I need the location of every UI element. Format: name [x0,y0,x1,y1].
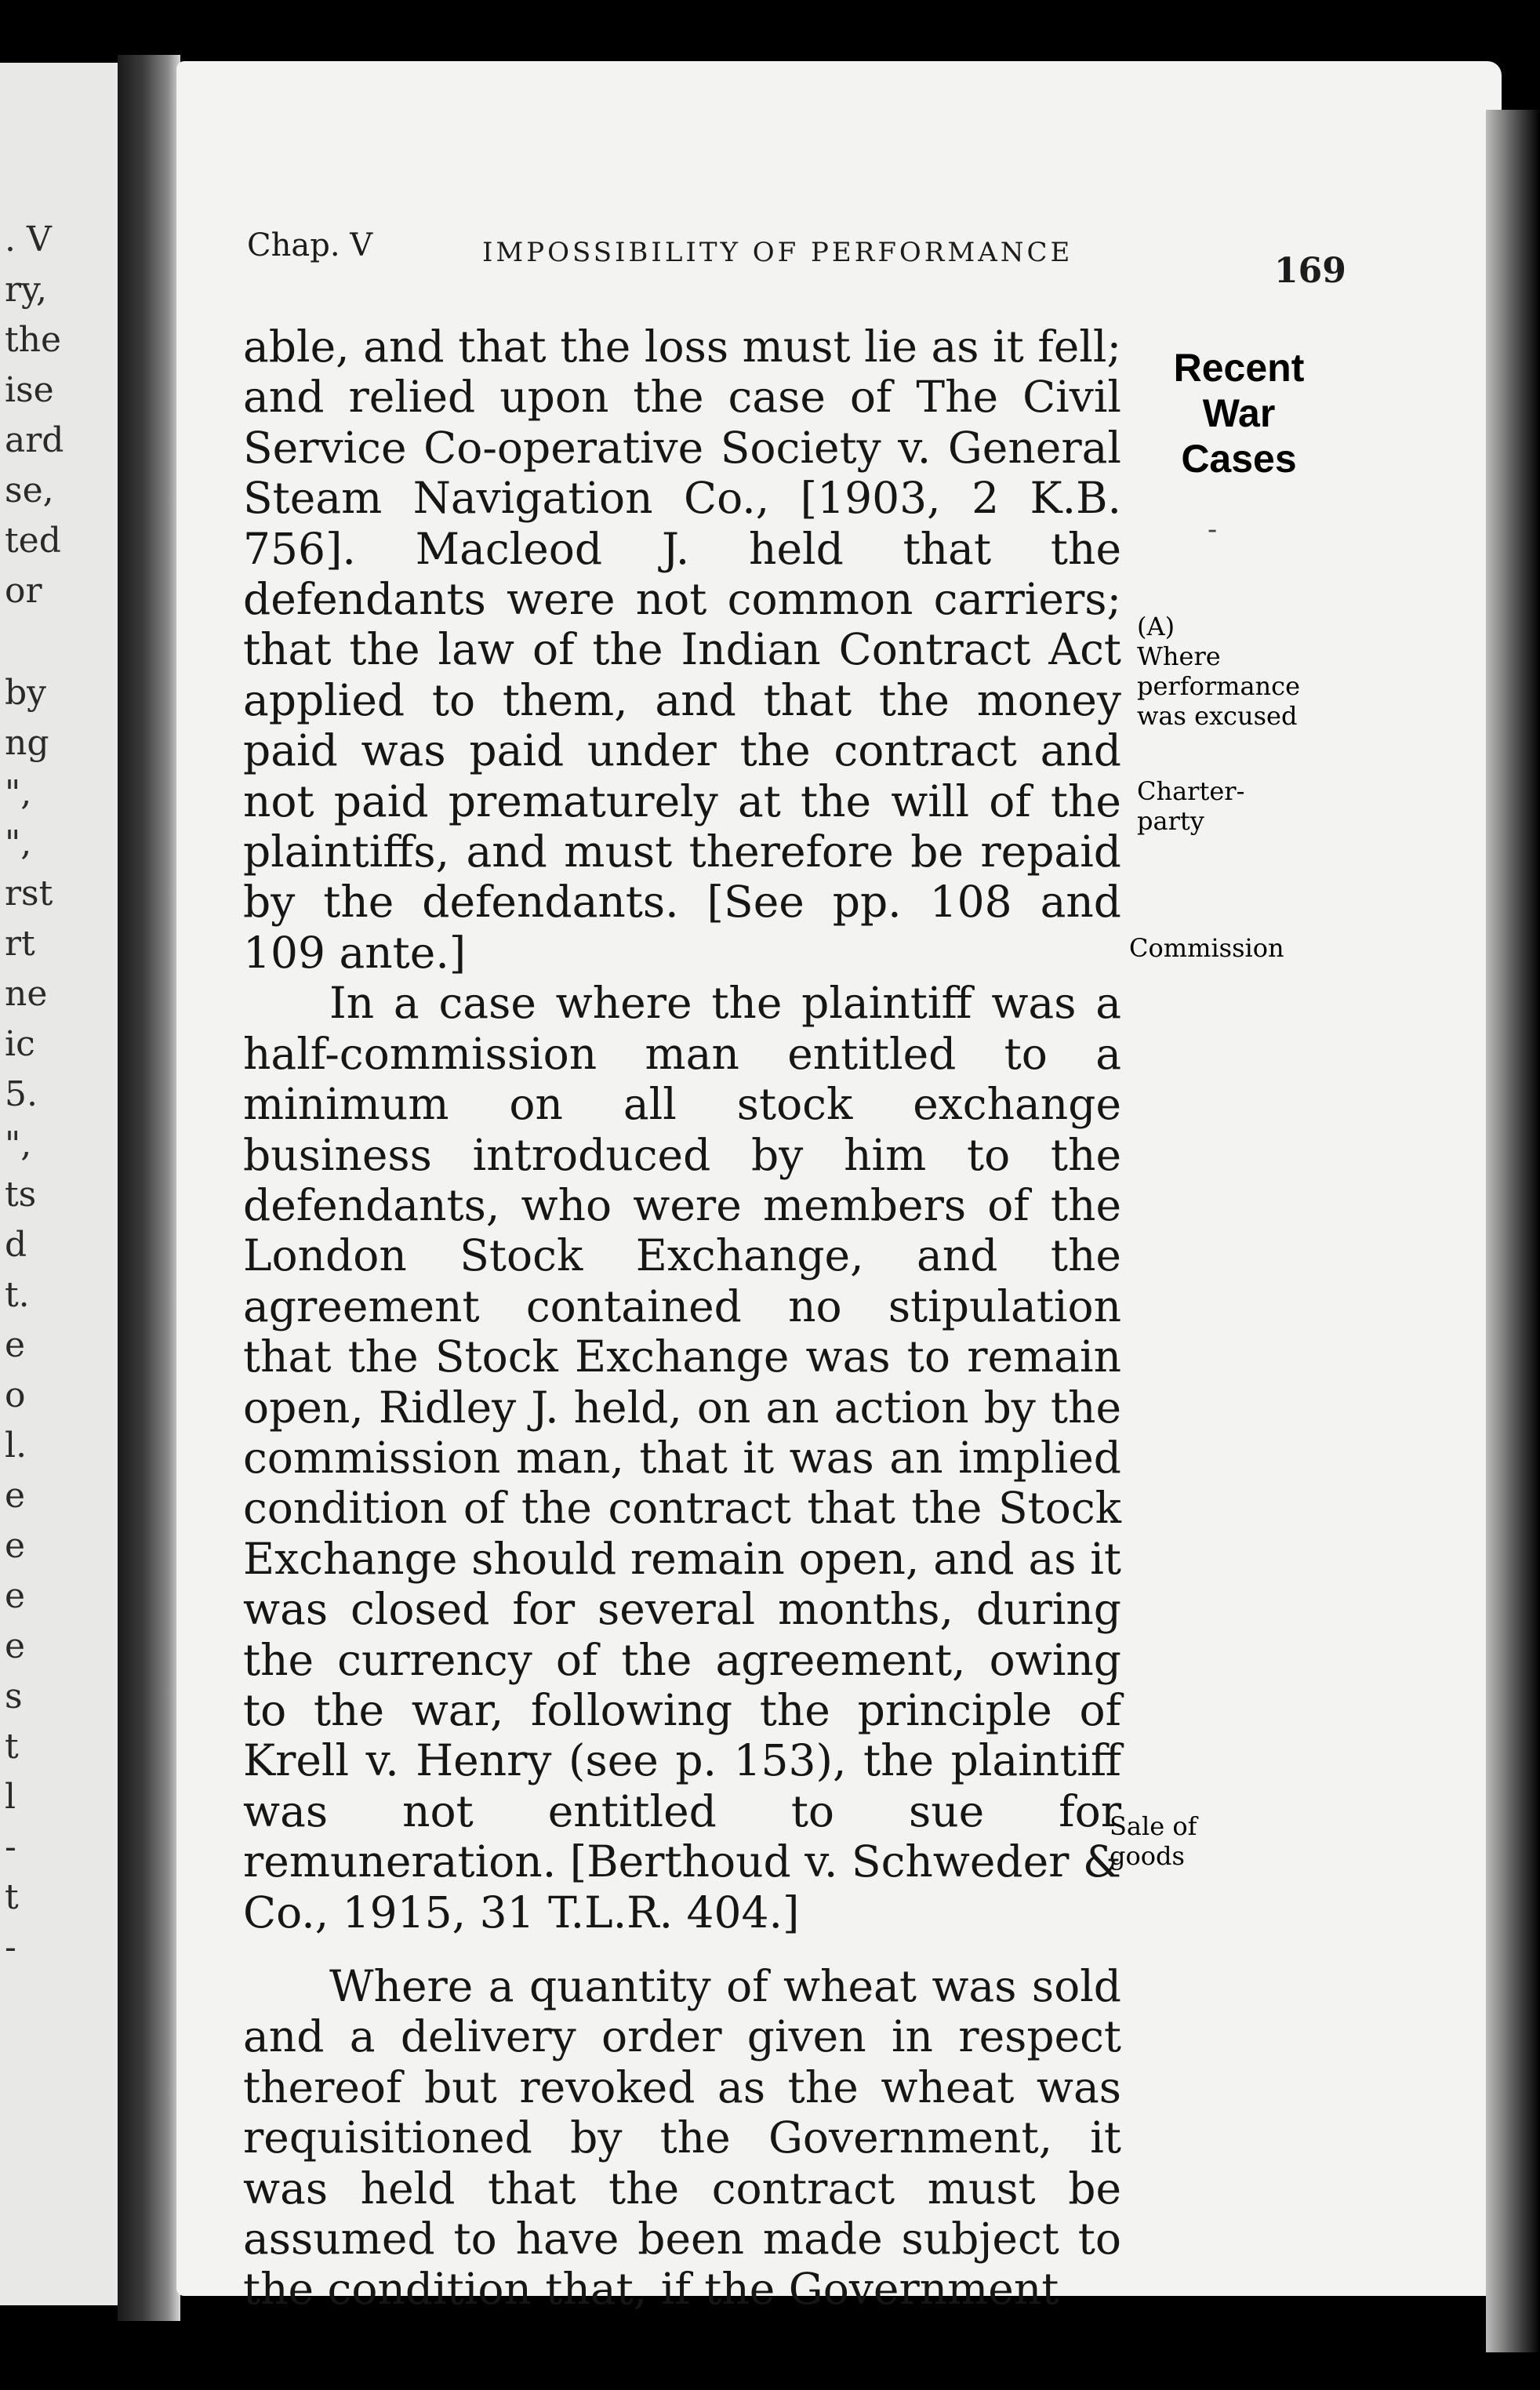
margin-note-commission [1129,933,1284,963]
facing-page-fragment: by [5,673,47,713]
margin-title [1160,345,1317,481]
margin-note-line: performance [1137,671,1301,701]
facing-page-fragment: rt [5,924,35,964]
facing-page-fragment: ic [5,1024,35,1064]
margin-title-line: Recent [1173,346,1305,390]
facing-page-fragment: se, [5,470,54,510]
facing-page-fragment: ise [5,370,54,410]
facing-page-fragment: rst [5,874,53,914]
margin-note-charter-party [1137,776,1244,836]
facing-page-fragment: e [5,1626,26,1666]
paragraph: In a case where the plaintiff was a half-commission man entitled to a minimum on all stock exchange business introduced by him to the defendants, who were members of the London Stock Exchange, and the agreement contained no stipulation that the Stock Exchange was to remain open, Ridley J. held, on an action by the commission man, that it was an implied condition of the contract that the Stock Exchange should remain open, and as it was closed for several months, during the currency of the agreement, owing to the war, following the principle of Krell v. Henry (see p. 153), the plaintiff was not entitled to sue for remuneration. [Berthoud v. Schweder & Co., 1915, 31 T.L.R. 404.] [243,978,1121,1938]
facing-page-fragment: - [5,1927,16,1967]
margin-note-sale-of-goods [1110,1811,1197,1871]
facing-page-fragment: o [5,1375,26,1415]
facing-page-fragment: ", [5,823,32,863]
margin-note-line: party [1137,806,1204,836]
paragraph: Where a quantity of wheat was sold and a delivery order given in respect thereof but revoked as the wheat was requisitioned by the Government, it was held that the contract must be assumed to have been made subject to the condition that, if the Government [243,1961,1121,2315]
facing-page-fragment: e [5,1476,26,1516]
facing-page-fragment: ng [5,723,49,763]
facing-page-fragment: or [5,571,42,611]
facing-page-fragment: e [5,1325,26,1365]
facing-page-fragment: d [5,1225,27,1265]
facing-page-fragment: l. [5,1426,27,1466]
facing-page-fragment: ry, [5,270,48,310]
facing-page-fragment: l [5,1777,16,1817]
paragraph: able, and that the loss must lie as it fell; and relied upon the case of The Civil Service Co-operative Society v. General Steam Navigation Co., [1903, 2 K.B. 756]. Macleod J. held that the defendants were not common carriers; that the law of the Indian Contract Act applied to them, and that the money paid was paid under the contract and not paid prematurely at the will of the plaintiffs, and must therefore be repaid by the defendants. [See pp. 108 and 109 ante.] [243,321,1121,978]
margin-note-line: Charter- [1137,776,1245,806]
margin-note-line: was excused [1137,701,1298,731]
page-header [247,227,1346,291]
facing-page-fragment: . V [5,220,52,260]
book-gutter [118,55,180,2321]
facing-page-fragment: ne [5,974,48,1014]
margin-note-line: goods [1110,1841,1185,1871]
facing-page-fragment: the [5,320,62,360]
facing-page-fragment: ", [5,1124,32,1164]
margin-dash: - [1208,514,1218,546]
facing-page-fragment: t [5,1727,19,1767]
facing-page-fragment: - [5,1827,16,1867]
facing-page-fragment: ard [5,420,64,460]
margin-note-line: Sale of [1110,1811,1197,1841]
margin-title-line: War [1202,391,1276,435]
margin-note-line: Where [1137,641,1221,671]
facing-page-fragment: ts [5,1175,37,1215]
page-edge-shadow [1486,110,1540,2352]
facing-page-fragment: ", [5,773,32,813]
running-title: IMPOSSIBILITY OF PERFORMANCE [482,237,1073,268]
facing-page-fragment: t. [5,1275,30,1315]
facing-page [0,63,118,2305]
page-number: 169 [1274,251,1346,291]
facing-page-fragment: e [5,1576,26,1616]
facing-page-fragment: t [5,1877,19,1917]
margin-note-line: (A) [1137,612,1175,641]
facing-page-fragment: e [5,1526,26,1566]
body-text [243,321,1121,2315]
margin-note-line: Commission [1129,933,1284,963]
margin-title-line: Cases [1181,437,1297,481]
facing-page-fragment: ted [5,521,61,561]
facing-page-fragment: s [5,1676,23,1716]
chapter-label: Chap. V [247,227,373,263]
margin-note-where-performance [1137,612,1300,731]
facing-page-fragment: 5. [5,1074,38,1114]
